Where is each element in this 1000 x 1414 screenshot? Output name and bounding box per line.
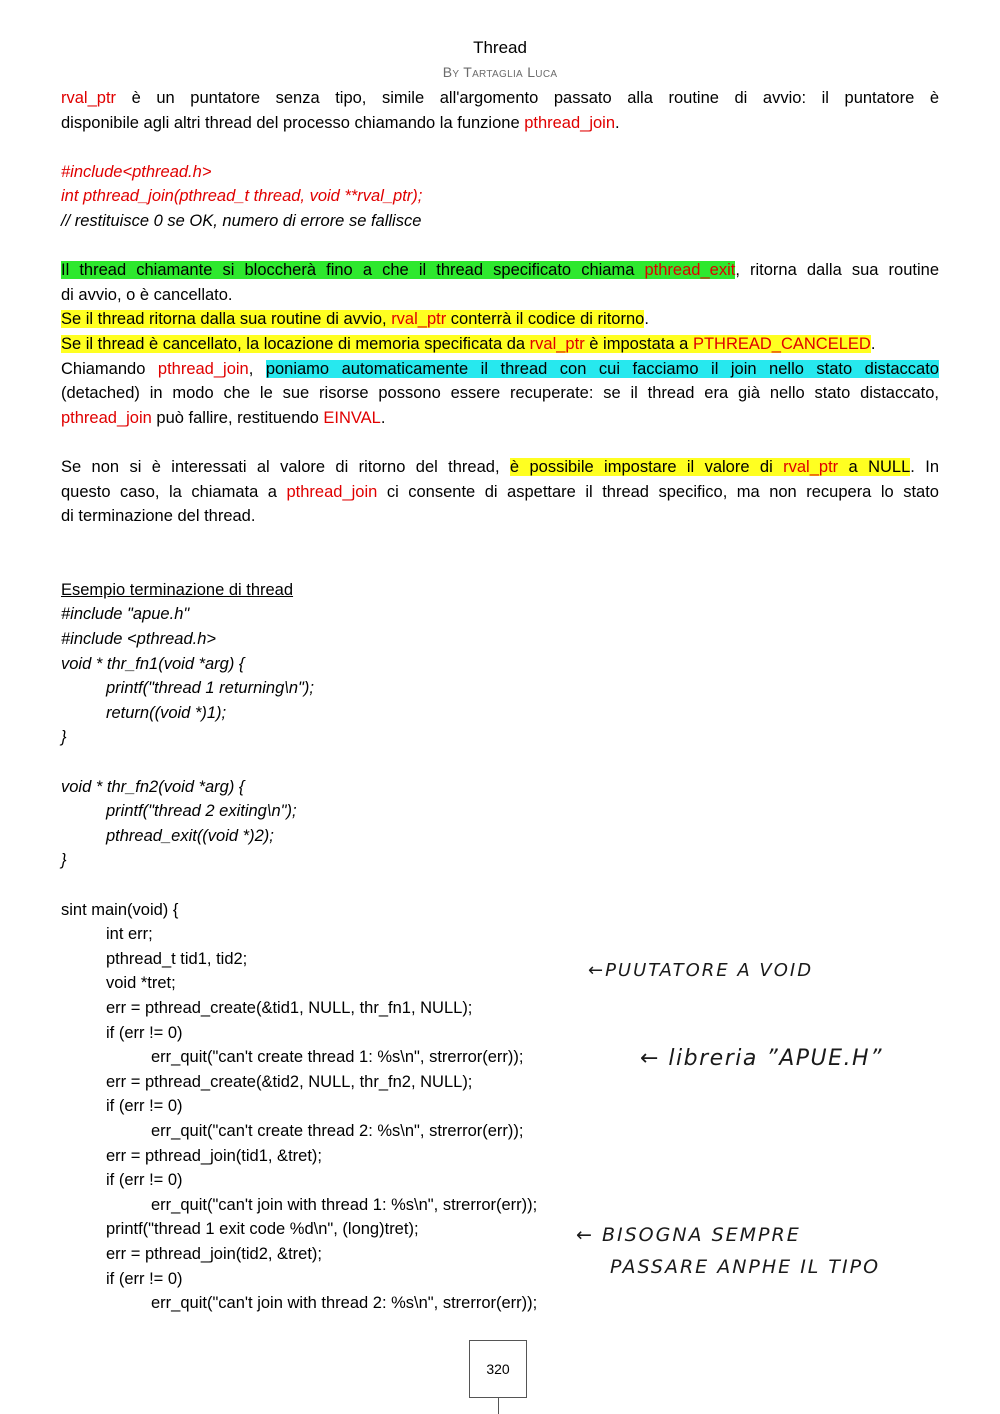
code-line: err_quit("can't create thread 1: %s\n", strerror(err)); — [151, 1048, 524, 1067]
code-line: #include <pthread.h> — [61, 630, 217, 649]
text-span: disponibile agli altri thread del processo chiamando la funzione — [61, 113, 525, 132]
text-span: è un puntatore senza tipo, simile all'argomento passato alla routine di avvio: il puntatore è — [116, 89, 939, 107]
code-line: printf("thread 1 returning\n"); — [106, 679, 314, 698]
code-line: pthread_exit((void *)2); — [106, 826, 274, 845]
paragraph-line — [61, 455, 939, 480]
code-line: err_quit("can't create thread 2: %s\n", strerror(err)); — [151, 1121, 524, 1140]
text-span: , ritorna dalla sua routine — [735, 261, 940, 280]
code-line: err = pthread_join(tid2, &tret); — [106, 1244, 322, 1263]
text-span: può fallire, restituendo — [151, 408, 324, 427]
highlight-cyan: poniamo automaticamente il thread con cui facciamo il join nello stato distaccato — [265, 359, 939, 378]
code-line: if (err != 0) — [106, 1023, 183, 1042]
paragraph-line — [61, 480, 939, 505]
paragraph-line: di terminazione del thread. — [61, 507, 256, 526]
text-span: Chiamando — [61, 359, 158, 378]
code-line: err_quit("can't join with thread 2: %s\n", strerror(err)); — [151, 1294, 538, 1313]
paragraph-line — [61, 406, 939, 431]
page-divider — [498, 1398, 499, 1414]
text-span: Il thread chiamante si bloccherà fino a che il thread specificato chiama — [61, 261, 645, 280]
code-line: } — [61, 851, 67, 870]
page-content — [61, 86, 939, 1316]
text-span: . — [380, 408, 386, 427]
text-span: . — [644, 310, 649, 329]
paragraph-line — [61, 86, 939, 111]
text-span: Se il thread ritorna dalla sua routine di avvio, — [61, 310, 392, 329]
handwritten-note: PASSARE ANPHE IL TIPO — [610, 1256, 881, 1278]
text-span: a NULL — [838, 457, 911, 476]
inline-code: rval_ptr — [783, 457, 839, 476]
code-line: return((void *)1); — [106, 703, 227, 722]
code-line: if (err != 0) — [106, 1171, 183, 1190]
text-span: è possibile impostare il valore di — [509, 457, 784, 476]
code-line: sint main(void) { — [61, 900, 179, 919]
text-span: ci consente di aspettare il thread specifico, ma non recupera lo stato — [377, 482, 939, 501]
paragraph-line: di avvio, o è cancellato. — [61, 285, 233, 304]
code-line: void * thr_fn2(void *arg) { — [61, 777, 245, 796]
code-line: void * thr_fn1(void *arg) { — [61, 654, 245, 673]
code-line: printf("thread 2 exiting\n"); — [106, 802, 297, 821]
text-span: . — [870, 334, 876, 353]
code-line: int pthread_join(pthread_t thread, void **rval_ptr); — [61, 187, 423, 206]
text-span: Se non si è interessati al valore di ritorno del thread, — [61, 457, 510, 476]
paragraph-line — [61, 258, 939, 283]
paragraph-line — [61, 332, 939, 357]
code-line: err = pthread_join(tid1, &tret); — [106, 1146, 322, 1165]
inline-code: PTHREAD_CANCELED — [692, 334, 871, 353]
text-span: . In — [910, 457, 940, 476]
text-span: Se il thread è cancellato, la locazione di memoria specificata da — [61, 334, 530, 353]
highlight-yellow — [61, 310, 644, 328]
code-line: err = pthread_create(&tid2, NULL, thr_fn2, NULL); — [106, 1072, 473, 1091]
code-line: if (err != 0) — [106, 1097, 183, 1116]
handwritten-note: ← BISOGNA SEMPRE — [576, 1224, 801, 1246]
code-line: int err; — [106, 925, 153, 944]
document-title: Thread — [473, 38, 527, 57]
paragraph-line — [61, 357, 939, 382]
text-span: , — [248, 359, 266, 378]
code-line: printf("thread 1 exit code %d\n", (long)tret); — [106, 1220, 419, 1239]
page-number: 320 — [469, 1340, 527, 1398]
paragraph-line — [61, 307, 939, 332]
highlight-yellow — [510, 458, 910, 476]
paragraph-line — [61, 111, 939, 136]
code-comment: // restituisce 0 se OK, numero di errore se fallisce — [61, 211, 422, 230]
code-line: #include<pthread.h> — [61, 162, 212, 181]
code-line: if (err != 0) — [106, 1269, 183, 1288]
highlight-green — [61, 261, 735, 279]
inline-code: pthread_exit — [644, 261, 736, 280]
paragraph-line: (detached) in modo che le sue risorse possono essere recuperate: se il thread era già nello stato distaccato, — [61, 384, 939, 403]
inline-code: EINVAL — [323, 408, 381, 427]
inline-code: rval_ptr — [61, 89, 117, 107]
inline-code: pthread_join — [61, 408, 152, 427]
code-line: err = pthread_create(&tid1, NULL, thr_fn1, NULL); — [106, 998, 473, 1017]
inline-code: rval_ptr — [391, 310, 447, 329]
text-span: conterrà il codice di ritorno — [446, 310, 645, 329]
section-heading: Esempio terminazione di thread — [61, 580, 294, 599]
inline-code: pthread_join — [157, 359, 249, 378]
inline-code: rval_ptr — [529, 334, 585, 353]
text-span: questo caso, la chiamata a — [61, 482, 287, 501]
text-span: . — [615, 113, 620, 132]
inline-code: pthread_join — [286, 482, 378, 501]
highlight-yellow — [61, 335, 871, 353]
handwritten-note: ← libreria ”APUE.H” — [640, 1046, 883, 1071]
code-line: err_quit("can't join with thread 1: %s\n", strerror(err)); — [151, 1195, 538, 1214]
code-line: void *tret; — [106, 974, 176, 993]
inline-code: pthread_join — [524, 113, 616, 132]
handwritten-note: ←PUUTATORE A VOID — [588, 960, 814, 981]
document-author: By Tartaglia Luca — [442, 64, 558, 80]
code-line: } — [61, 728, 67, 747]
code-line: pthread_t tid1, tid2; — [106, 949, 248, 968]
text-span: è impostata a — [584, 334, 693, 353]
code-line: #include "apue.h" — [61, 605, 190, 624]
